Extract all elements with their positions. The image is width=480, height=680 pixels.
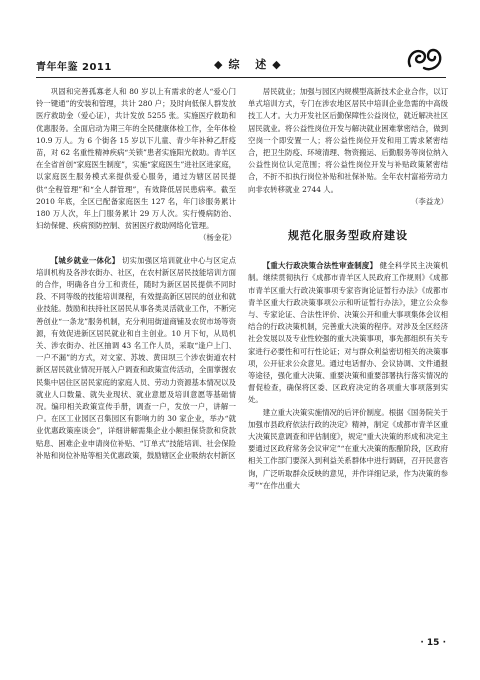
section-label: ◆综 述◆ bbox=[214, 58, 287, 71]
paragraph: 居民就业；加强与园区内规模型高新技术企业合作，以订单式培训方式，专门在涉农地区居民中培训企业急需的中高级技工人才。大力开发社区后勤保障性公益岗位，就近解决社区居民就业。将公益性岗位开发与解决就业困难掌密结合，做到空岗一个即安置一人；将公益性岗位开发和用工需求紧密结合，把卫生防疫、环境清理、物资搬运、后勤服务等岗位纳入公益性岗位认定范围；将公益性岗位开发与补贴政策紧密结合，不折不扣执行岗位补贴和社保补贴。全年农村富裕劳动力向非农转移就业 2744 人。 bbox=[248, 87, 448, 194]
article-decision-review bbox=[248, 260, 448, 492]
article-continuation bbox=[36, 86, 236, 245]
paragraph: 建立重大决策实施情况的后评价制度。根据《国务院关于加强市县政府依法行政的决定》精神，制定《成都市青羊区重大决策民意调查和评估制度》，规定“重大决策的形成和决定主要通过区政府常务会议审定”“在重大决策的酝酿阶段，区政府相关工作部门要深入到利益关系群体中进行调研，召开民意咨询，广泛听取群众反映的意见，并作详细记录，作为决策的参考”“在作出重大 bbox=[248, 407, 448, 490]
article-urban-rural-employment bbox=[36, 255, 236, 462]
header-rule bbox=[36, 77, 446, 78]
paragraph: 巩固和完善孤寡老人和 80 岁以上有需求的老人“爱心门铃一键通”的安装和管理，共计 280 户；及时向低保人群发放医疗救助金（爱心证），共计发放 5255 张。实施医疗救助和优惠服务。全面启动为期三年的全民健康体检工作，全年体检 10.9 万人。为 6 个街各 15 岁以下儿童、青少年补种乙肝疫苗，对 62 名重性精神疾病“关锁”患者实施阳光救助。青羊区在全省首创“家庭医生制度”，实施“家庭医生”进社区进家庭，以家庭医生服务模式来提供爱心服务，通过为辖区居民提供“全程管理”和“全人群管理”，有效降低居民患病率。截至 2010 年底，全区已配备家庭医生 127 名，年门诊服务累计 180 万人次，年上门服务累计 29 万人次。实行慢病防治、妇幼保健、疾病预防控制、贫困医疗救助网络化管理。 bbox=[36, 87, 236, 231]
journal-title: 青年年鉴 2011 bbox=[36, 62, 112, 73]
article-continuation-employment bbox=[248, 86, 448, 208]
paragraph bbox=[248, 260, 448, 406]
article-heading: 【城乡就业一体化】 bbox=[50, 255, 120, 265]
right-column bbox=[248, 86, 448, 492]
swirl-logo-icon bbox=[404, 44, 446, 74]
author-signature: （杨金花） bbox=[199, 233, 236, 243]
paragraph bbox=[36, 255, 236, 462]
author-signature: （李益龙） bbox=[411, 196, 448, 206]
page-number: · 15 · bbox=[420, 638, 446, 648]
paragraph-text: 健全科学民主决策机制。继续贯彻执行《成都市青羊区人民政府工作规则》《成都市青羊区重大行政决策事项专家咨询论证暂行办法》《成都市青羊区重大行政决策事项公示和听证暂行办法》，建立公众参与、专家论证、合法性评价、决策公开和重大事项集体会议相结合的行政决策机制，完善重大决策的程序。对涉及全区经济社会发展以及专业性较强的重大决策事项，事先都组织有关专家进行必要性和可行性论证；对与群众利益密切相关的决策事项，公开征求公众意见。通过电话督办、会议协调、文件通报等途径，强化重大决策、重要决策和重要部署执行落实情况的督促检查，确保将区委、区政府决定的各项重大事项落到实处。 bbox=[248, 261, 448, 405]
article-heading: 【重大行政决策合法性审查制度】 bbox=[262, 261, 378, 271]
page-header bbox=[36, 44, 446, 74]
left-column bbox=[36, 86, 236, 462]
paragraph-text: 切实加强区培训就业中心与区定点培训机构及各涉农街办、社区，在农村新区居民技能培训方面的合作，明确各自分工和责任，随时为新区居民提供不同时段、不同等级的技能培训课程，有效提高新区居民的创业和就业技能。鼓励和扶持社区居民从事各类灵活就业工作，不断完善创业“一条龙”服务机制，充分利用街道商铺及农贸市场等资源，有效促进新区居民就业和自主创业。10 月下旬，从局机关、涉农街办、社区抽调 43 名工作人员，采取“逢户上门、一户不漏”的方式，对文家、苏坡、黄田坝三个涉农街道农村新区居民就业情况开展入户调查和政策宣传活动，全面掌握农民集中居住区居民家庭的家庭人员、劳动力资源基本情况以及就业人口数量、就失业现状、就业意愿及培训意愿等基础情况。编印相关政策宣传手册，调查一户，发放一户，讲解一户。在区工业园区召集园区有影响力的 30 家企业，举办“就业优惠政策座谈会”，详细讲解需集企业小额担保贷款和贷款贴息、困难企业申请岗位补贴、“订单式”技能培训、社会保险补贴和岗位补贴等相关优惠政策，鼓励辖区企业吸纳农村新区 bbox=[36, 255, 236, 460]
section-title: 规范化服务型政府建设 bbox=[288, 229, 408, 243]
